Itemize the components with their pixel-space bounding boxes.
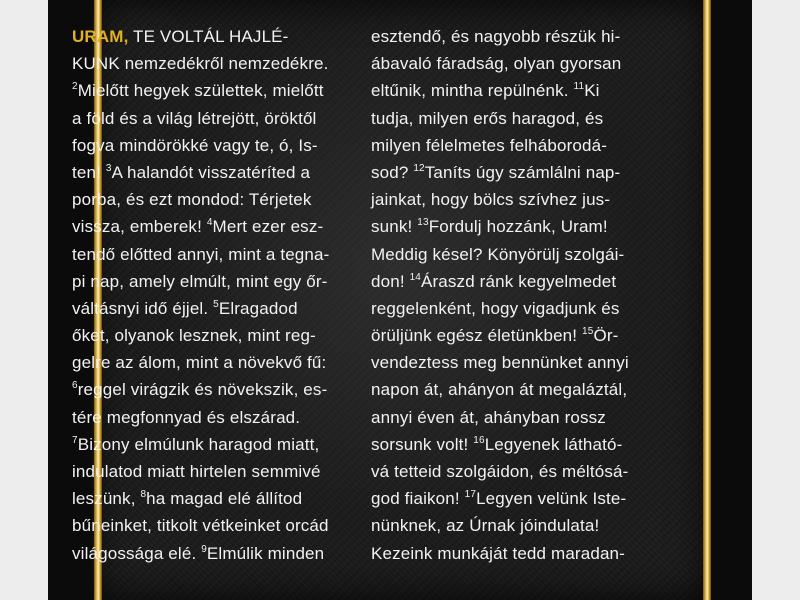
text-column-right <box>371 23 641 567</box>
text-line <box>371 458 641 485</box>
lead-rest: TE VOLTÁL HAJLÉ- <box>128 27 289 46</box>
text-line <box>72 132 342 159</box>
verse-text: porba, és ezt mondod: Térjetek <box>72 190 312 210</box>
text-line <box>72 186 342 213</box>
text-line <box>371 404 641 431</box>
text-line <box>72 376 342 403</box>
verse-text: pi nap, amely elmúlt, mint egy őr- <box>72 271 328 291</box>
verse-text: KUNK nemzedékről nemzedékre. <box>72 54 329 74</box>
verse-number: 9 <box>201 543 207 555</box>
verse-text: milyen félelmetes felháborodá- <box>371 135 608 155</box>
right-gold-bar <box>703 0 711 600</box>
verse-text: reggel virágzik és növekszik, es- <box>77 380 328 400</box>
text-line <box>371 186 641 213</box>
verse-text: világossága elé. <box>72 543 202 563</box>
verse-text: tudja, milyen erős haragod, és <box>371 108 604 128</box>
verse-text: esztendő, és nagyobb részük hi- <box>371 27 621 46</box>
text-line <box>371 540 641 567</box>
verse-text: Ki <box>584 81 600 101</box>
verse-text: bűneinket, titkolt vétkeinket orcád <box>72 516 329 536</box>
text-line <box>72 77 342 104</box>
text-line <box>72 241 342 268</box>
text-line <box>72 431 342 458</box>
text-line <box>371 132 641 159</box>
text-line <box>72 50 342 77</box>
verse-text: Ör- <box>593 326 619 346</box>
verse-number: 5 <box>213 298 219 310</box>
verse-text: Fordulj hozzánk, Uram! <box>428 217 608 237</box>
verse-text: vissza, emberek! <box>72 217 207 237</box>
verse-number: 2 <box>72 81 78 93</box>
verse-text: annyi éven át, ahányban rossz <box>371 407 606 427</box>
verse-text: sorsunk volt! <box>371 434 474 454</box>
verse-text: god fiaikon! <box>371 489 465 509</box>
verse-text: Mielőtt hegyek születtek, mielőtt <box>77 81 324 101</box>
verse-number: 7 <box>72 434 78 446</box>
verse-text: Legyenek látható- <box>484 434 623 454</box>
verse-text: vendeztess meg bennünket annyi <box>371 353 629 373</box>
text-line <box>72 322 342 349</box>
verse-text: gelre az álom, mint a növekvő fű: <box>72 353 327 373</box>
text-line <box>371 105 641 132</box>
verse-text: Meddig késel? Könyörülj szolgái- <box>371 244 625 264</box>
verse-text: Bizony elmúlunk haragod miatt, <box>77 434 320 454</box>
verse-text: don! <box>371 271 410 291</box>
text-line <box>72 404 342 431</box>
verse-text: reggelenként, hogy vigadjunk és <box>371 298 620 318</box>
text-line <box>72 23 342 50</box>
text-line <box>371 349 641 376</box>
text-line <box>371 322 641 349</box>
verse-text: vá tetteid szolgáidon, és méltósá- <box>371 462 629 481</box>
text-line <box>72 295 342 322</box>
text-line <box>371 50 641 77</box>
verse-text: A halandót visszatéríted a <box>111 162 311 182</box>
text-line <box>72 159 342 186</box>
text-line <box>371 77 641 104</box>
verse-text: Elmúlik minden <box>206 543 325 563</box>
verse-text: napon át, ahányon át megaláztál, <box>371 380 628 400</box>
verse-text: Elragadod <box>218 298 298 318</box>
verse-text: ábavaló fáradság, olyan gyorsan <box>371 54 622 74</box>
verse-number: 11 <box>573 81 585 93</box>
verse-text: ha magad elé állítod <box>146 489 303 509</box>
verse-number: 16 <box>473 434 485 446</box>
text-line <box>72 349 342 376</box>
text-line <box>371 268 641 295</box>
text-line <box>371 23 641 50</box>
verse-text: örüljünk egész életünkben! <box>371 326 583 346</box>
verse-text: váltásnyi idő éjjel. <box>72 298 214 318</box>
text-line <box>72 268 342 295</box>
text-line <box>72 213 342 240</box>
lead-word: URAM, <box>72 27 129 46</box>
verse-text: fogva mindörökké vagy te, ó, Is- <box>72 135 318 155</box>
verse-text: a föld és a világ létrejött, öröktől <box>72 108 317 128</box>
verse-text: indulatod miatt hirtelen semmivé <box>72 462 321 481</box>
text-line <box>72 458 342 485</box>
text-line <box>371 485 641 512</box>
verse-number: 13 <box>417 217 429 229</box>
text-line <box>371 241 641 268</box>
text-line <box>72 105 342 132</box>
verse-number: 17 <box>464 489 477 501</box>
verse-text: Áraszd ránk kegyelmedet <box>421 271 617 291</box>
verse-text: eltűnik, mintha repülnénk. <box>371 81 574 101</box>
verse-text: Kezeink munkáját tedd maradan- <box>371 543 625 563</box>
left-margin <box>0 0 48 600</box>
verse-text: jainkat, hogy bölcs szívhez jus- <box>371 190 611 210</box>
text-line <box>371 213 641 240</box>
verse-number: 8 <box>140 489 147 501</box>
verse-number: 15 <box>582 326 594 338</box>
verse-text: tére megfonnyad és elszárad. <box>72 407 301 427</box>
text-line <box>72 485 342 512</box>
verse-text: Mert ezer esz- <box>212 217 324 237</box>
verse-number: 3 <box>105 162 112 174</box>
verse-number: 4 <box>206 217 213 229</box>
text-line <box>371 512 641 539</box>
verse-text: Legyen velünk Iste- <box>476 489 627 509</box>
verse-text: sod? <box>371 162 414 182</box>
verse-number: 14 <box>409 271 421 283</box>
text-line <box>371 159 641 186</box>
text-line <box>72 512 342 539</box>
text-line <box>72 540 342 567</box>
verse-text: őket, olyanok lesznek, mint reg- <box>72 326 316 346</box>
verse-number: 6 <box>72 380 78 392</box>
verse-text: ten! <box>72 162 106 182</box>
right-margin <box>752 0 800 600</box>
text-line <box>371 295 641 322</box>
verse-text: Taníts úgy számlálni nap- <box>424 162 621 182</box>
verse-text: tendő előtted annyi, mint a tegna- <box>72 244 330 264</box>
text-line <box>371 431 641 458</box>
verse-text: leszünk, <box>72 489 141 509</box>
verse-text: nünknek, az Úrnak jóindulata! <box>371 516 600 536</box>
text-line <box>371 376 641 403</box>
verse-text: sunk! <box>371 217 418 237</box>
verse-number: 12 <box>413 162 425 174</box>
text-column-left <box>72 23 342 567</box>
